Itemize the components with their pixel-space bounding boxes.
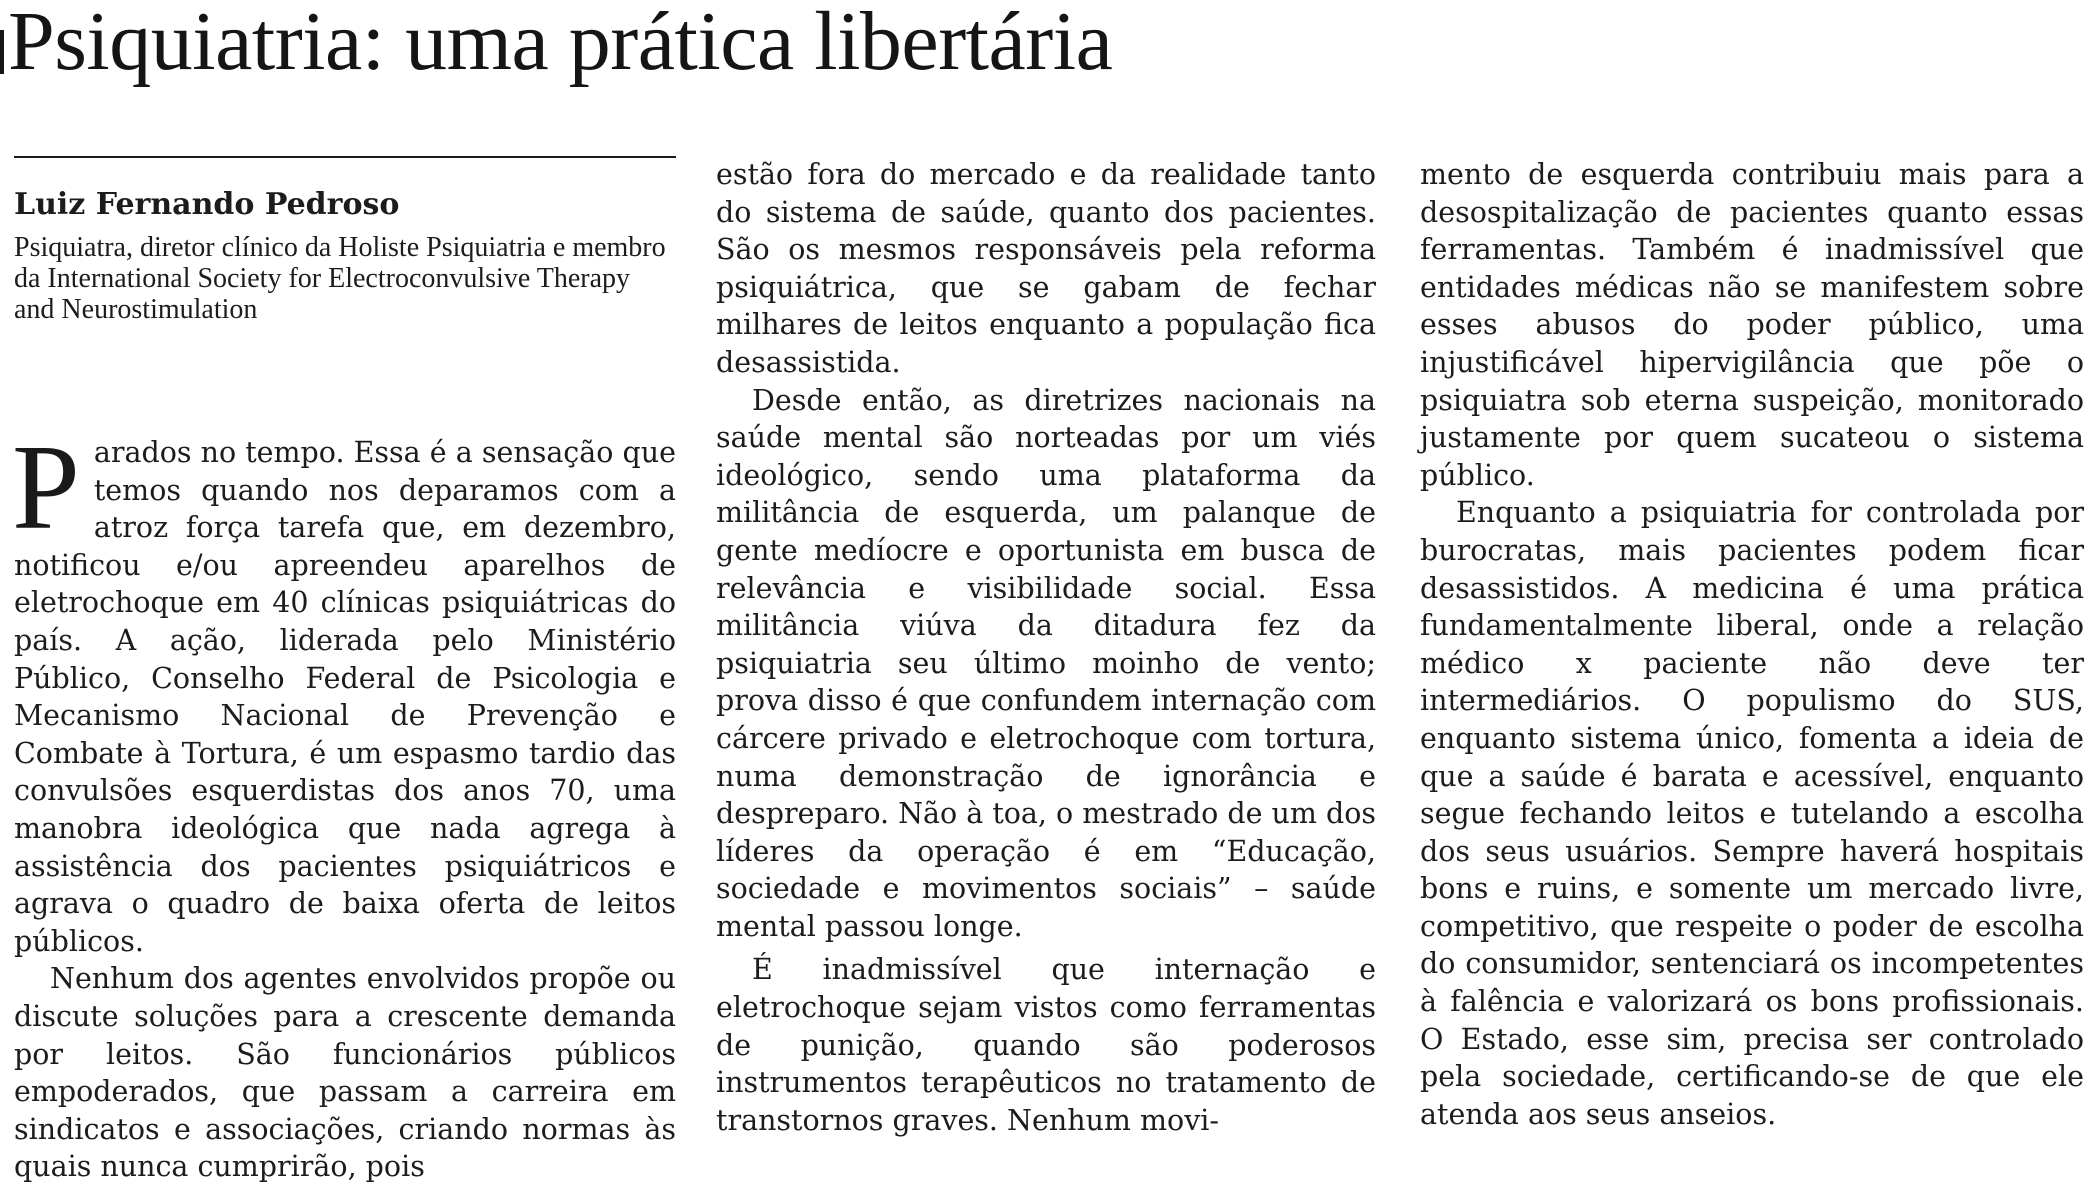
author-name: Luiz Fernando Pedroso [14, 187, 400, 222]
paragraph-4-start: É inadmissível que internação e eletrochoque sejam vistos como ferramentas de punição, quando são poderosos instrumentos terapêuticos no tratamento de transtornos graves. Nenhum movi- [716, 953, 1376, 1137]
article-column-2 [716, 156, 1376, 1139]
drop-cap: P [12, 420, 80, 555]
paragraph-5: Enquanto a psiquiatria for controlada por burocratas, mais pacientes podem ficar desassistidos. A medicina é uma prática fundamentalmente liberal, onde a relação médico x paciente não deve ter intermediários. O populismo do SUS, enquanto sistema único, fomenta a ideia de que a saúde é barata e acessível, enquanto segue fechando leitos e tutelando a escolha dos seus usuários. Sempre haverá hospitais bons e ruins, e somente um mercado livre, competitivo, que respeite o poder de escolha do consumidor, sentenciará os incompetentes à falência e valorizará os bons profissionais. O Estado, esse sim, precisa ser controlado pela sociedade, certificando-se de que ele atenda aos seus anseios. [1420, 496, 2084, 1131]
headline-edge-mark [0, 30, 4, 74]
paragraph-4-continued: mento de esquerda contribuiu mais para a desospitalização de pacientes quanto essas ferramentas. Também é inadmissível que entidades médicas não se manifestem sobre esses abusos do poder público, uma injustificável hipervigilância que põe o psiquiatra sob eterna suspeição, monitorado justamente por quem sucateou o sistema público. [1420, 158, 2084, 492]
byline-block [14, 156, 676, 434]
paragraph-3: Desde então, as diretrizes nacionais na saúde mental são norteadas por um viés ideológico, sendo uma plataforma da militância de esquerda, um palanque de gente medíocre e oportunista em busca de relevância e visibilidade social. Essa militância viúva da ditadura fez da psiquiatria seu último moinho de vento; prova disso é que confundem internação com cárcere privado e eletrochoque com tortura, numa demonstração de ignorância e despreparo. Não à toa, o mestrado de um dos líderes da operação é em “Educação, sociedade e movimentos sociais” – saúde mental passou longe. [716, 383, 1376, 943]
paragraph-2-continued: estão fora do mercado e da realidade tanto do sistema de saúde, quanto dos pacientes. São os mesmos responsáveis pela reforma psiquiátrica, que se gabam de fechar milhares de leitos enquanto a população fica desassistida. [716, 158, 1376, 379]
paragraph-1-text: arados no tempo. Essa é a sensação que temos quando nos deparamos com a atroz força tarefa que, em dezembro, notificou e/ou apreendeu aparelhos de eletrochoque em 40 clínicas psiquiátricas do país. A ação, liderada pelo Ministério Público, Conselho Federal de Psicologia e Mecanismo Nacional de Prevenção e Combate à Tortura, é um espasmo tardio das convulsões esquerdistas dos anos 70, uma manobra ideológica que nada agrega à assistência dos pacientes psiquiátricos e agrava o quadro de baixa oferta de leitos públicos. [14, 436, 676, 958]
article-column-1 [14, 156, 676, 1186]
article-column-3 [1420, 156, 2084, 1133]
article-headline: Psiquiatria: uma prática libertária [8, 0, 1113, 88]
paragraph-1 [12, 420, 676, 960]
author-bio: Psiquiatra, diretor clínico da Holiste Psiquiatria e membro da International Society for Electroconvulsive Therapy and Neurostimulation [14, 232, 666, 325]
paragraph-2-start: Nenhum dos agentes envolvidos propõe ou discute soluções para a crescente demanda por leitos. São funcionários públicos empoderados, que passam a carreira em sindicatos e associações, criando normas às quais nunca cumprirão, pois [14, 962, 676, 1184]
